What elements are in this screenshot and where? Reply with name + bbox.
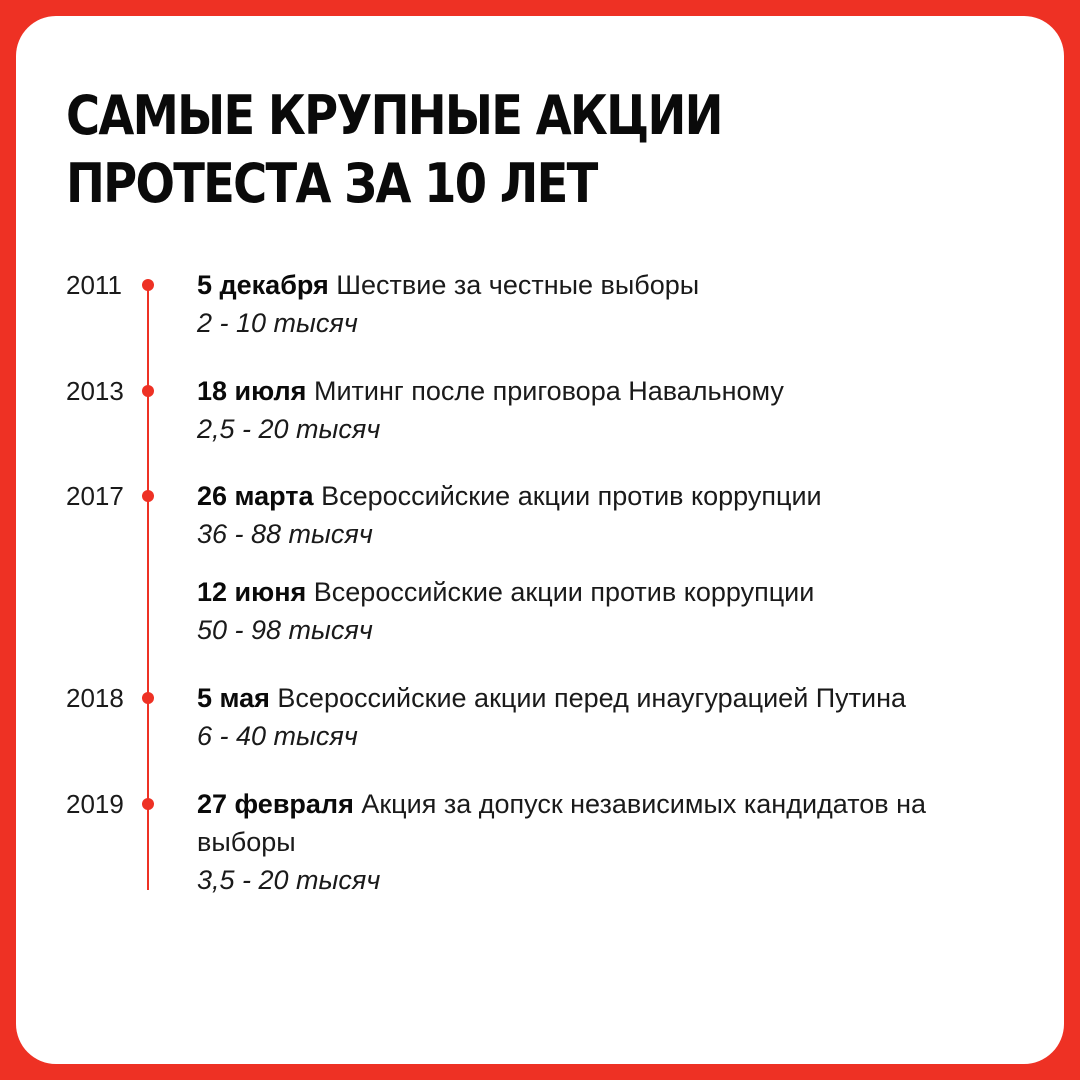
timeline-dot-icon — [142, 490, 154, 502]
event-headline — [197, 477, 1037, 515]
event-description: Акция за допуск независимых кандидатов на выборы — [197, 789, 927, 857]
timeline-year: 2017 — [66, 481, 124, 511]
event-date: 27 февраля — [197, 789, 354, 819]
event-description: Шествие за честные выборы — [336, 270, 700, 300]
timeline-year: 2011 — [66, 270, 122, 300]
participant-count: 2,5 - 20 тысяч — [197, 414, 381, 444]
event-headline — [197, 372, 1037, 410]
timeline-content — [197, 266, 1037, 342]
event-description: Митинг после приговора Навальному — [313, 376, 784, 406]
participant-count: 36 - 88 тысяч — [197, 519, 373, 549]
event-date: 26 марта — [197, 481, 314, 511]
timeline-dot-icon — [142, 692, 154, 704]
event-headline — [197, 573, 1037, 611]
event-description: Всероссийские акции против коррупции — [313, 577, 815, 607]
timeline-dot-icon — [142, 279, 154, 291]
participant-count: 6 - 40 тысяч — [197, 721, 358, 751]
infographic-card — [16, 16, 1064, 1064]
timeline-content — [197, 372, 1037, 448]
timeline-dot-icon — [142, 798, 154, 810]
timeline-year: 2018 — [66, 683, 124, 713]
event-headline — [197, 679, 1037, 717]
event-description: Всероссийские акции перед инаугурацией Путина — [277, 683, 907, 713]
timeline-content — [197, 477, 1037, 553]
event-headline — [197, 266, 1037, 304]
timeline-content — [197, 785, 997, 899]
timeline-year: 2019 — [66, 789, 124, 819]
event-headline — [197, 785, 997, 861]
timeline-year: 2013 — [66, 376, 124, 406]
participant-count: 3,5 - 20 тысяч — [197, 865, 381, 895]
timeline-content — [197, 573, 1037, 649]
timeline-content — [197, 679, 1037, 755]
participant-count: 2 - 10 тысяч — [197, 308, 358, 338]
page-title: САМЫЕ КРУПНЫЕ АКЦИИ ПРОТЕСТА ЗА 10 ЛЕТ — [66, 84, 722, 215]
event-description: Всероссийские акции против коррупции — [321, 481, 822, 511]
event-date: 12 июня — [197, 577, 307, 607]
event-date: 18 июля — [197, 376, 307, 406]
timeline-dot-icon — [142, 385, 154, 397]
participant-count: 50 - 98 тысяч — [197, 615, 373, 645]
event-date: 5 мая — [197, 683, 270, 713]
event-date: 5 декабря — [197, 270, 329, 300]
